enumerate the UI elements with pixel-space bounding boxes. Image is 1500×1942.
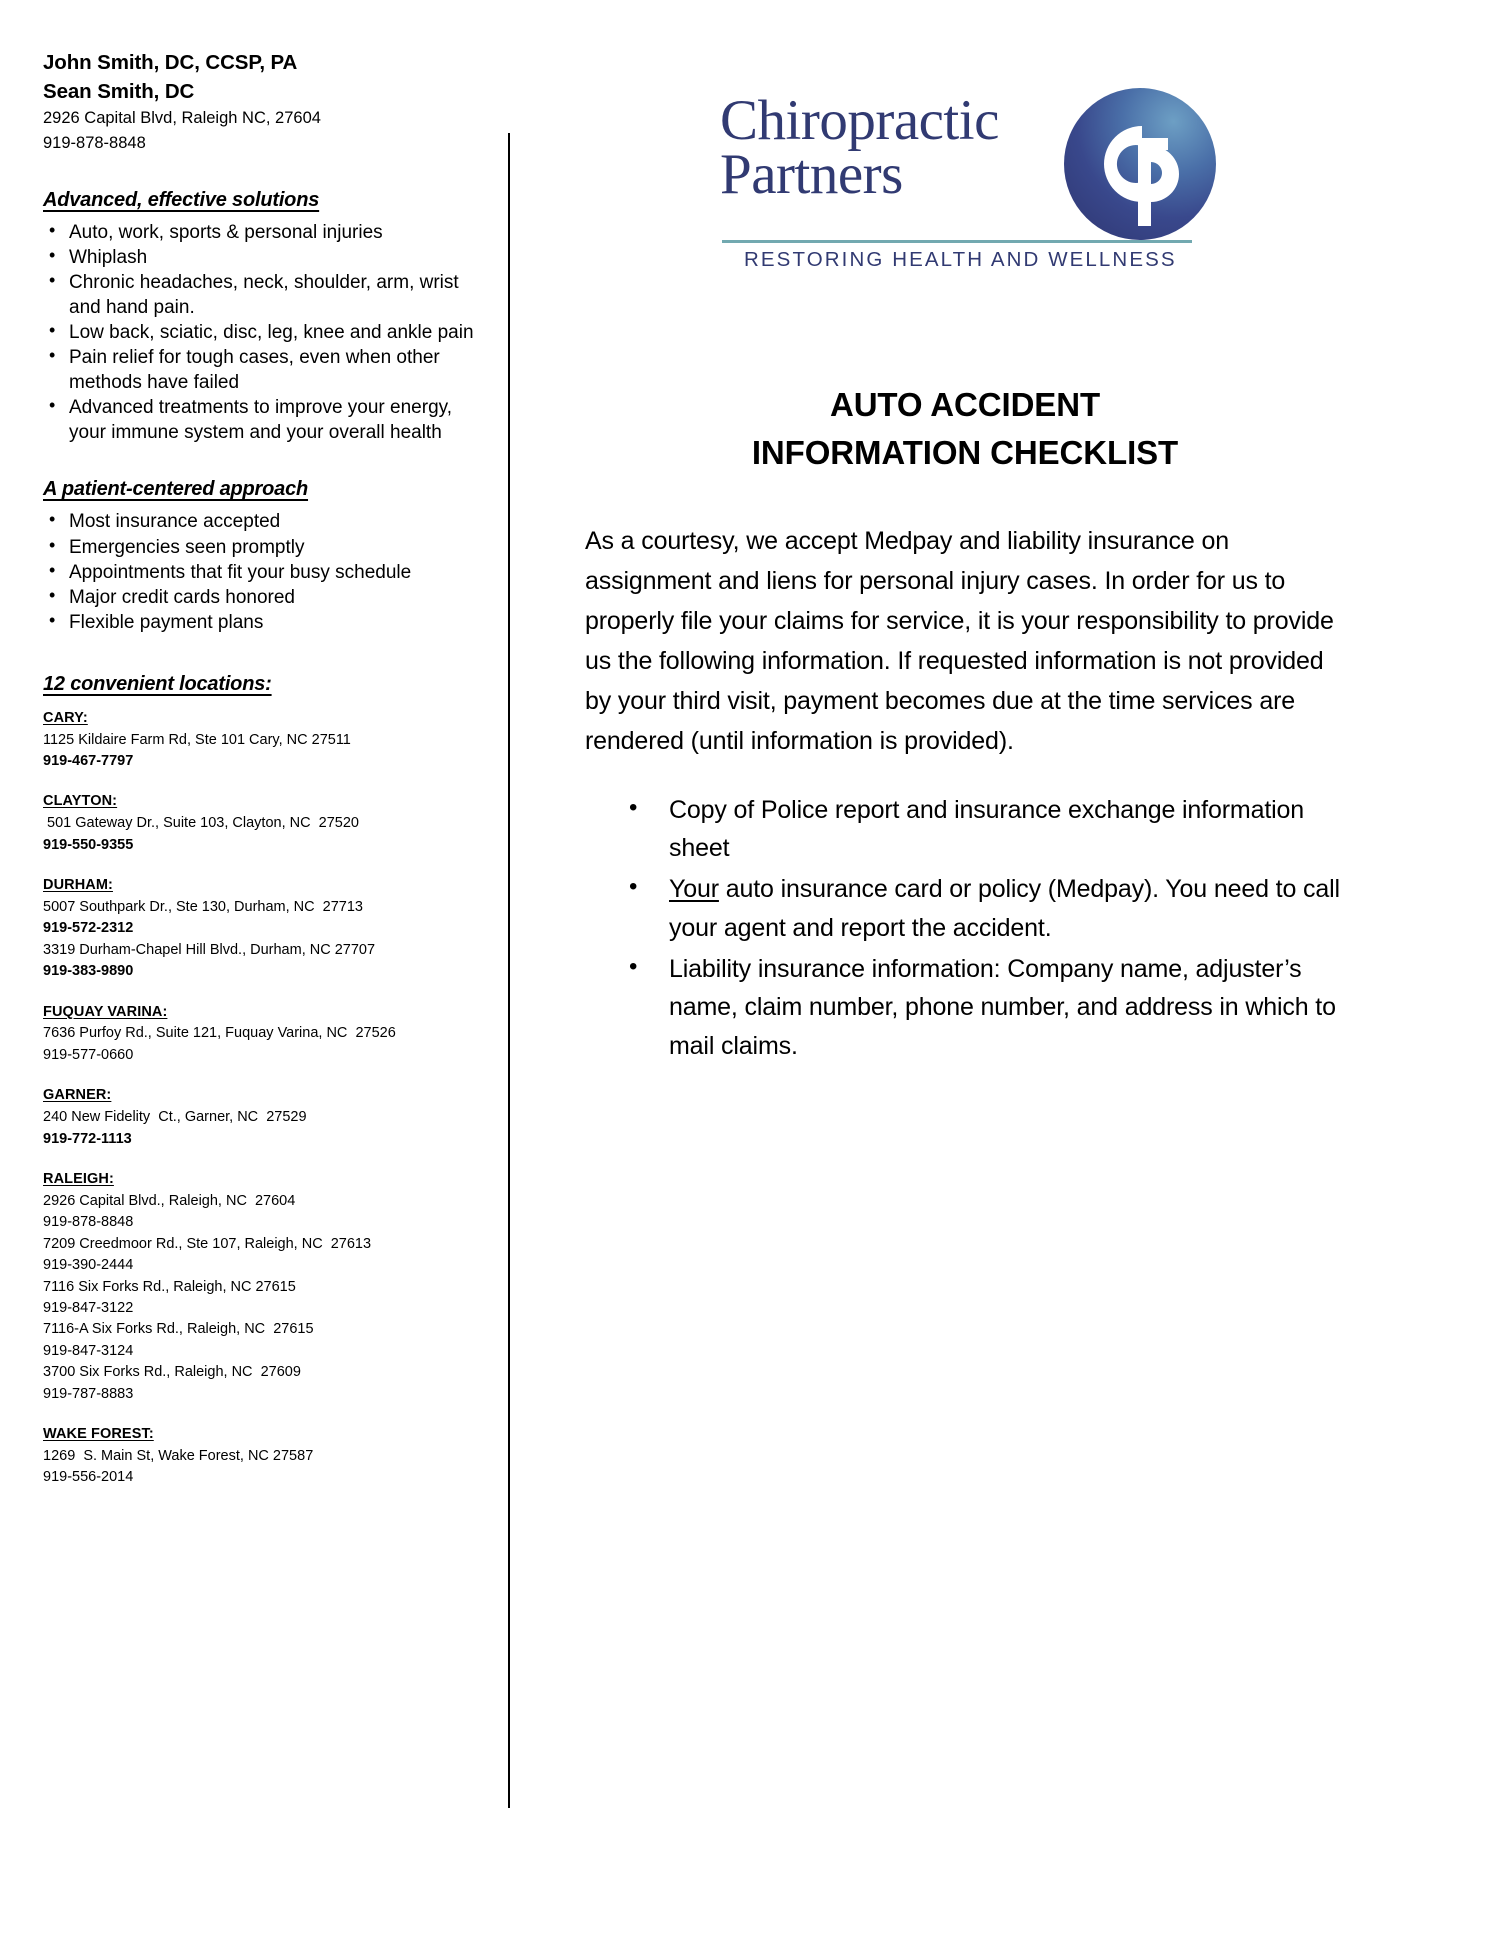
location-city: GARNER:	[43, 1087, 112, 1104]
checklist-item-emphasis: Your	[669, 875, 719, 904]
page-title-line-2: INFORMATION CHECKLIST	[751, 433, 1179, 471]
logo-tagline: RESTORING HEALTH AND WELLNESS	[744, 248, 1177, 271]
location-block	[43, 1169, 483, 1405]
list-item: • Whiplash	[43, 245, 483, 270]
location-detail: 919-556-2014	[43, 1469, 134, 1486]
location-block	[43, 875, 483, 983]
location-city: CLAYTON:	[43, 793, 118, 810]
doctor-name-secondary: Sean Smith, DC	[43, 80, 195, 104]
right-column	[585, 86, 1345, 1068]
column-divider	[508, 133, 510, 1808]
list-item: • Advanced treatments to improve your energy, your immune system and your overall health	[43, 395, 483, 445]
checklist-item	[627, 870, 1345, 948]
brand-logo	[720, 86, 1220, 281]
location-block	[43, 708, 483, 773]
checklist-item	[627, 791, 1345, 869]
intro-paragraph: As a courtesy, we accept Medpay and liability insurance on assignment and liens for personal injury cases. In order for us to properly file your claims for service, it is your responsibility to provide us the following information. If requested information is not provided by your third visit, payment becomes due at the time services are rendered (until information is provided).	[585, 526, 1334, 755]
locations-heading: 12 convenient locations:	[43, 672, 272, 695]
list-item: • Auto, work, sports & personal injuries	[43, 220, 483, 245]
location-phone: 919-550-9355	[43, 836, 134, 853]
location-block	[43, 1424, 483, 1489]
checklist-item-text: Liability insurance information: Company name, adjuster’s name, claim number, phone number, and address in which to mail claims.	[669, 954, 1336, 1061]
location-phone: 919-467-7797	[43, 753, 134, 770]
location-detail: 919-847-3124	[43, 1342, 134, 1359]
list-item: • Pain relief for tough cases, even when other methods have failed	[43, 345, 483, 395]
location-phone: 919-772-1113	[43, 1130, 132, 1147]
location-detail: 919-847-3122	[43, 1300, 134, 1317]
location-detail: 919-878-8848	[43, 1214, 134, 1231]
location-detail: 240 New Fidelity Ct., Garner, NC 27529	[43, 1109, 307, 1126]
logo-wordmark	[720, 89, 999, 207]
location-phone: 919-383-9890	[43, 963, 134, 980]
location-detail: 7116-A Six Forks Rd., Raleigh, NC 27615	[43, 1321, 314, 1338]
page-title	[585, 381, 1345, 477]
list-item: • Low back, sciatic, disc, leg, knee and ankle pain	[43, 320, 483, 345]
page-title-line-1: AUTO ACCIDENT	[829, 386, 1101, 423]
location-detail: 919-787-8883	[43, 1385, 134, 1402]
logo-word-line-2: Partners	[720, 143, 903, 207]
list-item: • Most insurance accepted	[43, 509, 483, 534]
doctor-name-primary: John Smith, DC, CCSP, PA	[43, 51, 298, 74]
location-block	[43, 791, 483, 856]
practice-phone: 919-878-8848	[43, 133, 146, 152]
location-detail: 2926 Capital Blvd., Raleigh, NC 27604	[43, 1192, 296, 1209]
location-detail: 1269 S. Main St, Wake Forest, NC 27587	[43, 1448, 314, 1465]
logo-divider-rule	[722, 240, 1192, 243]
cp-monogram-icon	[1064, 88, 1216, 240]
location-block	[43, 1085, 483, 1150]
location-detail: 3700 Six Forks Rd., Raleigh, NC 27609	[43, 1364, 301, 1381]
list-item: • Chronic headaches, neck, shoulder, arm, wrist and hand pain.	[43, 270, 483, 320]
location-detail: 3319 Durham-Chapel Hill Blvd., Durham, NC 27707	[43, 941, 376, 958]
location-city: RALEIGH:	[43, 1171, 114, 1187]
location-city: DURHAM:	[43, 877, 113, 894]
solutions-heading: Advanced, effective solutions	[43, 188, 320, 211]
location-city: FUQUAY VARINA:	[43, 1003, 168, 1020]
checklist-item-text: Copy of Police report and insurance exchange information sheet	[669, 795, 1305, 863]
location-detail: 919-390-2444	[43, 1257, 134, 1274]
location-detail: 501 Gateway Dr., Suite 103, Clayton, NC 27520	[43, 815, 359, 832]
list-item: • Emergencies seen promptly	[43, 535, 483, 560]
practice-address: 2926 Capital Blvd, Raleigh NC, 27604	[43, 109, 321, 128]
location-phone: 919-572-2312	[43, 920, 134, 937]
logo-word-line-1: Chiropractic	[720, 89, 999, 152]
location-detail: 7636 Purfoy Rd., Suite 121, Fuquay Varina, NC 27526	[43, 1025, 396, 1042]
location-city: CARY:	[43, 709, 88, 726]
location-detail: 5007 Southpark Dr., Ste 130, Durham, NC 27713	[43, 898, 363, 915]
location-detail: 7116 Six Forks Rd., Raleigh, NC 27615	[43, 1278, 296, 1295]
locations-list	[43, 708, 483, 1489]
location-detail: 1125 Kildaire Farm Rd, Ste 101 Cary, NC 27511	[43, 731, 351, 748]
checklist-item-text: auto insurance card or policy (Medpay). You need to call your agent and report the accident.	[669, 875, 1340, 942]
list-item: • Flexible payment plans	[43, 610, 483, 635]
approach-list	[43, 509, 483, 634]
solutions-list	[43, 220, 483, 446]
location-detail: 919-577-0660	[43, 1046, 134, 1063]
location-block	[43, 1002, 483, 1067]
approach-heading: A patient-centered approach	[43, 478, 309, 501]
checklist	[585, 791, 1345, 1066]
list-item: • Appointments that fit your busy schedule	[43, 560, 483, 585]
location-city: WAKE FOREST:	[43, 1426, 154, 1443]
list-item: • Major credit cards honored	[43, 585, 483, 610]
location-detail: 7209 Creedmoor Rd., Ste 107, Raleigh, NC 27613	[43, 1235, 372, 1252]
left-column	[43, 48, 483, 1508]
checklist-item	[627, 950, 1345, 1066]
